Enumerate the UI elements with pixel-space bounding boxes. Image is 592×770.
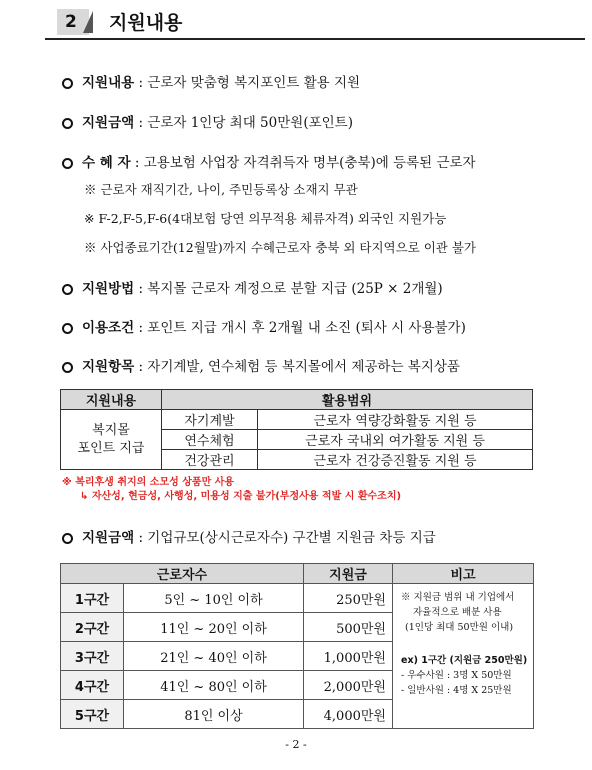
remark-example: ex) 1구간 (지원금 250만원) [401,655,528,666]
bullet-text: : 근로자 맞춤형 복지포인트 활용 지원 [134,75,361,91]
amount-table [60,563,534,729]
table-cell: 연수체험 [162,430,258,450]
table-row [61,584,534,613]
range-cell: 81인 이상 [124,700,304,729]
range-cell: 11인 ~ 20인 이하 [124,613,304,642]
table-header: 활용범위 [162,390,533,410]
bullet-text: : 근로자 1인당 최대 50만원(포인트) [134,115,353,131]
bullet-label: 지원항목 [82,359,135,375]
table-cell: 근로자 국내외 여가활동 지원 등 [258,430,533,450]
range-cell: 21인 ~ 40인 이하 [124,642,304,671]
bullet-items [62,355,460,375]
bullet-beneficiary [62,151,476,171]
support-table [60,389,533,470]
table-header: 근로자수 [61,564,304,584]
section-divider [45,38,585,40]
section-header [45,5,585,41]
bullet-label: 지원내용 [82,75,135,91]
circle-bullet-icon [62,118,73,129]
range-cell: 5인 ~ 10인 이하 [124,584,304,613]
remark-line: 자율적으로 배분 사용 [413,607,502,618]
bullet-label: 지원금액 [82,530,135,546]
section-title: 지원내용 [109,12,183,34]
bullet-text: : 고용보험 사업장 자격취득자 명부(충북)에 등록된 근로자 [130,155,476,171]
table-cell: 건강관리 [162,450,258,470]
tier-cell: 4구간 [61,671,124,700]
amount-cell: 250만원 [304,584,393,613]
amount-cell: 4,000만원 [304,700,393,729]
bullet-conditions [62,316,466,336]
range-cell: 41인 ~ 80인 이하 [124,671,304,700]
circle-bullet-icon [62,533,73,544]
tier-cell: 1구간 [61,584,124,613]
amount-cell: 500만원 [304,613,393,642]
group-label: 복지몰 [92,422,130,438]
group-cell [61,410,162,470]
table-cell: 근로자 건강증진활동 지원 등 [258,450,533,470]
tier-cell: 5구간 [61,700,124,729]
bullet-text: : 복지몰 근로자 계정으로 분할 지급 (25P × 2개월) [134,281,443,297]
bullet-label: 이용조건 [82,320,135,336]
bullet-label: 지원금액 [82,115,135,131]
bullet-support-content [62,71,360,91]
circle-bullet-icon [62,158,73,169]
circle-bullet-icon [62,323,73,334]
warning-text: ↳ 자산성, 현금성, 사행성, 미용성 지출 불가(부정사용 적발 시 환수조치) [80,491,402,502]
amount-cell: 2,000만원 [304,671,393,700]
bullet-label: 지원방법 [82,281,135,297]
tier-cell: 3구간 [61,642,124,671]
group-label: 포인트 지급 [77,440,145,456]
remarks-cell [393,584,534,729]
bullet-amount-tier [62,526,436,546]
table-header: 비고 [393,564,534,584]
section-number-accent [83,11,93,33]
circle-bullet-icon [62,362,73,373]
circle-bullet-icon [62,78,73,89]
bullet-text: : 기업규모(상시근로자수) 구간별 지원금 차등 지급 [134,530,436,546]
bullet-support-amount [62,111,353,131]
note-item: ※ F-2,F-5,F-6(4대보험 당연 의무적용 체류자격) 외국인 지원가능 [84,211,447,226]
remark-line: - 우수사원 : 3명 X 50만원 [401,670,512,681]
table-cell: 자기계발 [162,410,258,430]
circle-bullet-icon [62,284,73,295]
note-item: ※ 근로자 재직기간, 나이, 주민등록상 소재지 무관 [84,182,358,197]
note-item: ※ 사업종료기간(12월말)까지 수혜근로자 충북 외 타지역으로 이관 불가 [84,240,476,255]
table-header: 지원내용 [61,390,162,410]
bullet-text: : 자기계발, 연수체험 등 복지몰에서 제공하는 복지상품 [134,359,460,375]
remark-line: - 일반사원 : 4명 X 25만원 [401,685,512,696]
amount-cell: 1,000만원 [304,642,393,671]
table-row [61,410,533,430]
bullet-label: 수 혜 자 [82,155,131,171]
section-number: 2 [57,9,89,35]
tier-cell: 2구간 [61,613,124,642]
remark-line: (1인당 최대 50만원 이내) [405,622,514,633]
bullet-text: : 포인트 지급 개시 후 2개월 내 소진 (퇴사 시 사용불가) [134,320,466,336]
page-number: - 2 - [285,738,307,751]
table-header: 지원금 [304,564,393,584]
remark-line: ※ 지원금 범위 내 기업에서 [401,592,515,603]
table-cell: 근로자 역량강화활동 지원 등 [258,410,533,430]
bullet-method [62,277,443,297]
warning-text: ※ 복리후생 취지의 소모성 상품만 사용 [62,477,235,488]
